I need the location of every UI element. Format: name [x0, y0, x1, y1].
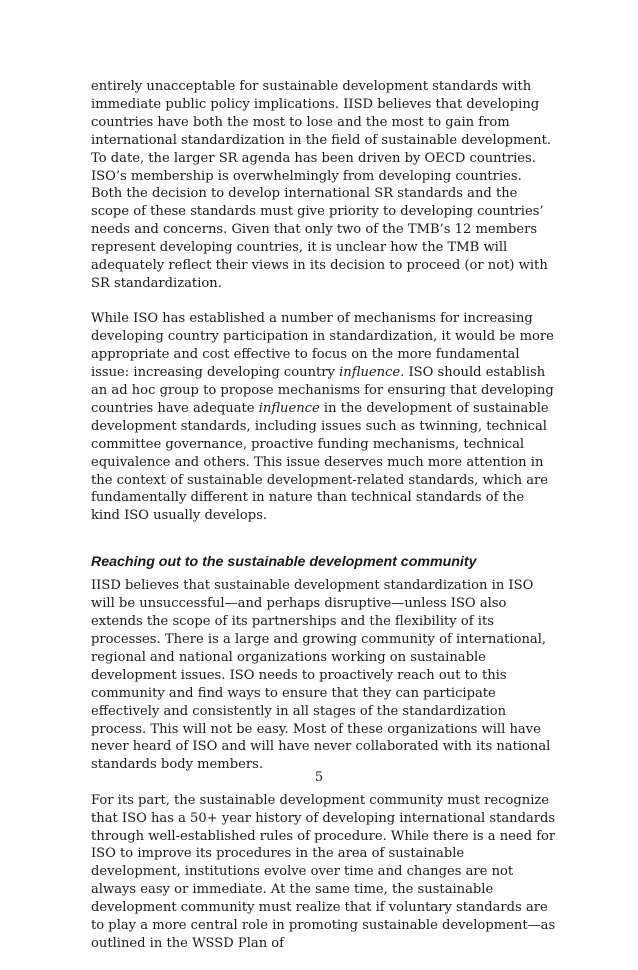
paragraph-iisd-believes: IISD believes that sustainable development standardization in ISO will be unsuccessful—and perhaps disruptive—unless ISO also extends the scope of its partnerships and the flexibility of its processes. There is a large and growing community of international, regional and national organizations working on sustainable development issues. ISO needs to proactively reach out to this community and find ways to ensure that they can participate effectively and consistently in all stages of the standardization process. This will not be easy. Most of these organizations will have never heard of ISO and will have never collaborated with its national standards body members.: [91, 578, 551, 773]
section-heading: Reaching out to the sustainable development community: [91, 554, 477, 571]
paragraph-influence-part3: in the development of sustainable development standards, including issues such as twinning, technical committee governance, proactive funding mechanisms, technical equivalence and others. This issue deserves much more attention in the context of sustainable development-related standards, which are fundamentally different in nature than technical standards of the kind ISO usually develops.: [91, 400, 549, 524]
document-page: [91, 78, 556, 970]
paragraph-for-its-part: For its part, the sustainable development community must recognize that ISO has a 50+ year history of developing international standards through well-established rules of procedure. While there is a need for ISO to improve its procedures in the area of sustainable development, institutions evolve over time and changes are not always easy or immediate. At the same time, the sustainable development community must realize that if voluntary standards are to play a more central role in promoting sustainable development—as outlined in the WSSD Plan of: [91, 792, 556, 951]
page-number: 5: [314, 770, 324, 785]
paragraph-influence-part1: While ISO has established a number of mechanisms for increasing developing country participation in standardization, it would be more appropriate and cost effective to focus on the more fundamental issue: increasing developing country: [91, 311, 554, 381]
paragraph-developing-countries: entirely unacceptable for sustainable development standards with immediate public policy implications. IISD believes that developing countries have both the most to lose and the most to gain from international standardization in the field of sustainable development. To date, the larger SR agenda has been driven by OECD countries. ISO’s membership is overwhelmingly from developing countries. Both the decision to develop international SR standards and the scope of these standards must give priority to developing countries’ needs and concerns. Given that only two of the TMB’s 12 members represent developing countries, it is unclear how the TMB will adequately reflect their views in its decision to proceed (or not) with SR standardization.: [91, 79, 552, 291]
paragraph-influence: [91, 310, 556, 525]
italic-influence-1: influence: [339, 365, 401, 381]
paragraph-influence-part2: . ISO should establish an ad hoc group to propose mechanisms for ensuring that developing countries have adequate: [91, 365, 554, 416]
italic-influence-2: influence: [258, 400, 320, 416]
